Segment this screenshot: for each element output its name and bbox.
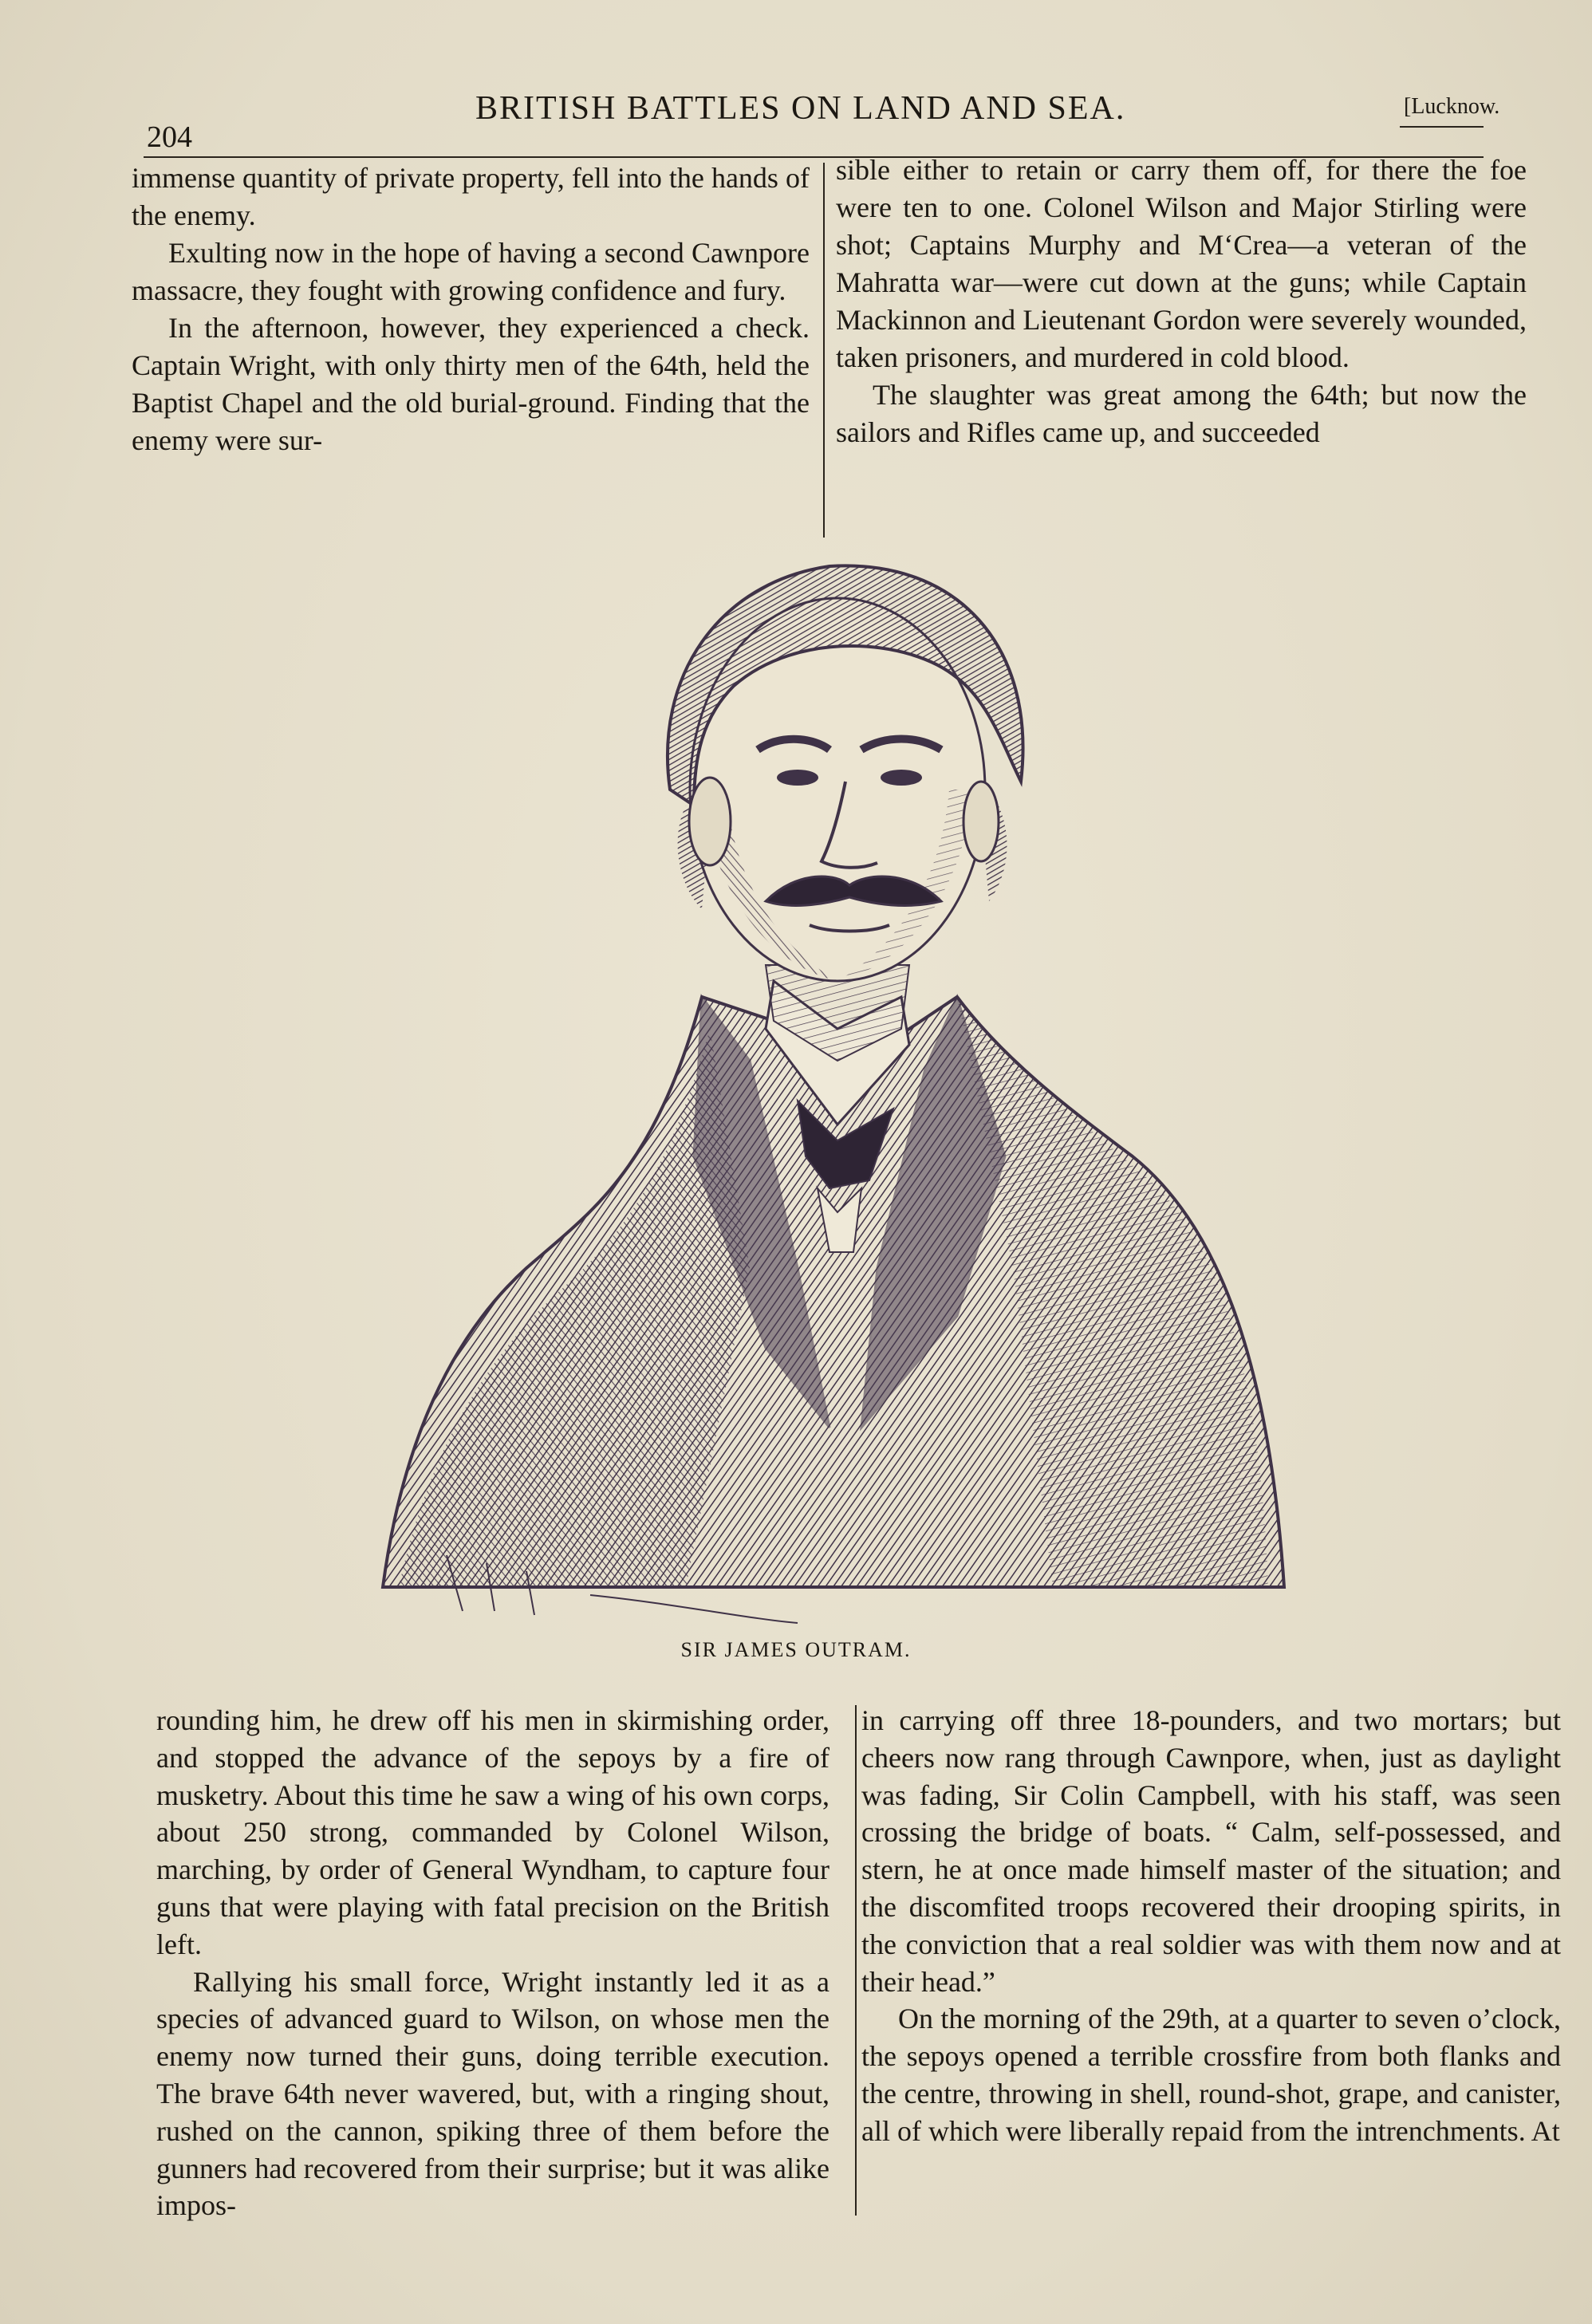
illustration-caption: SIR JAMES OUTRAM. (680, 1638, 912, 1661)
paragraph: in carrying off three 18-pounders, and two mortars; but cheers now rang through Cawnpore, when, just as daylight was fading, Sir Colin Campbell, with his staff, was seen crossing the bridge of boats. “ Calm, self-possessed, and stern, he at once made himself master of the situation; and the discomfited troops recovered their drooping spirits, in the conviction that a real soldier was with them now and at their head.” (861, 1704, 1561, 1998)
paragraph: In the afternoon, however, they experienced a check. Captain Wright, with only thirty men of the 64th, held the Baptist Chapel and the old burial-ground. Finding that the enemy were sur- (132, 312, 810, 456)
column-top-right (836, 152, 1527, 451)
column-divider-bottom (855, 1705, 857, 2216)
paragraph: On the morning of the 29th, at a quarter to seven o’clock, the sepoys opened a terrible crossfire from both flanks and the centre, throwing in shell, round-shot, grape, and canister, all of which were liberally repaid from the intrenchments. At (861, 2003, 1561, 2147)
column-bottom-left (156, 1702, 829, 2224)
section-tag-rule (1400, 126, 1484, 128)
column-bottom-right (861, 1702, 1561, 2150)
section-tag: [Lucknow. (1404, 94, 1500, 119)
column-divider-top (823, 163, 825, 538)
column-top-left (132, 160, 810, 459)
paragraph: Rallying his small force, Wright instantly led it as a species of advanced guard to Wilson, on whose men the enemy now turned their guns, doing terrible execution. The brave 64th never wavered, but, with a ringing shout, rushed on the cannon, spiking three of them before the gunners had recovered from their surprise; but it was alike impos- (156, 1965, 829, 2222)
running-title: BRITISH BATTLES ON LAND AND SEA. (475, 90, 1126, 127)
page-number: 204 (147, 120, 192, 154)
paragraph: The slaughter was great among the 64th; but now the sailors and Rifles came up, and succeeded (836, 379, 1527, 448)
paragraph: rounding him, he drew off his men in skirmishing order, and stopped the advance of the sepoys by a fire of musketry. About this time he saw a wing of his own corps, about 250 strong, commanded by Colonel Wilson, marching, by order of General Wyndham, to capture four guns that were playing with fatal precision on the British left. (156, 1704, 829, 1960)
portrait-engraving (351, 550, 1308, 1627)
paragraph: sible either to retain or carry them off, for there the foe were ten to one. Colonel Wilson and Major Stirling were shot; Captains Murphy and M‘Crea—a veteran of the Mahratta war—were cut down at the guns; while Captain Mackinnon and Lieutenant Gordon were severely wounded, taken prisoners, and murdered in cold blood. (836, 154, 1527, 373)
eye-right (881, 770, 922, 786)
paragraph: Exulting now in the hope of having a second Cawnpore massacre, they fought with growing confidence and fury. (132, 237, 810, 306)
paragraph: immense quantity of private property, fell into the hands of the enemy. (132, 162, 810, 231)
eye-left (777, 770, 818, 786)
